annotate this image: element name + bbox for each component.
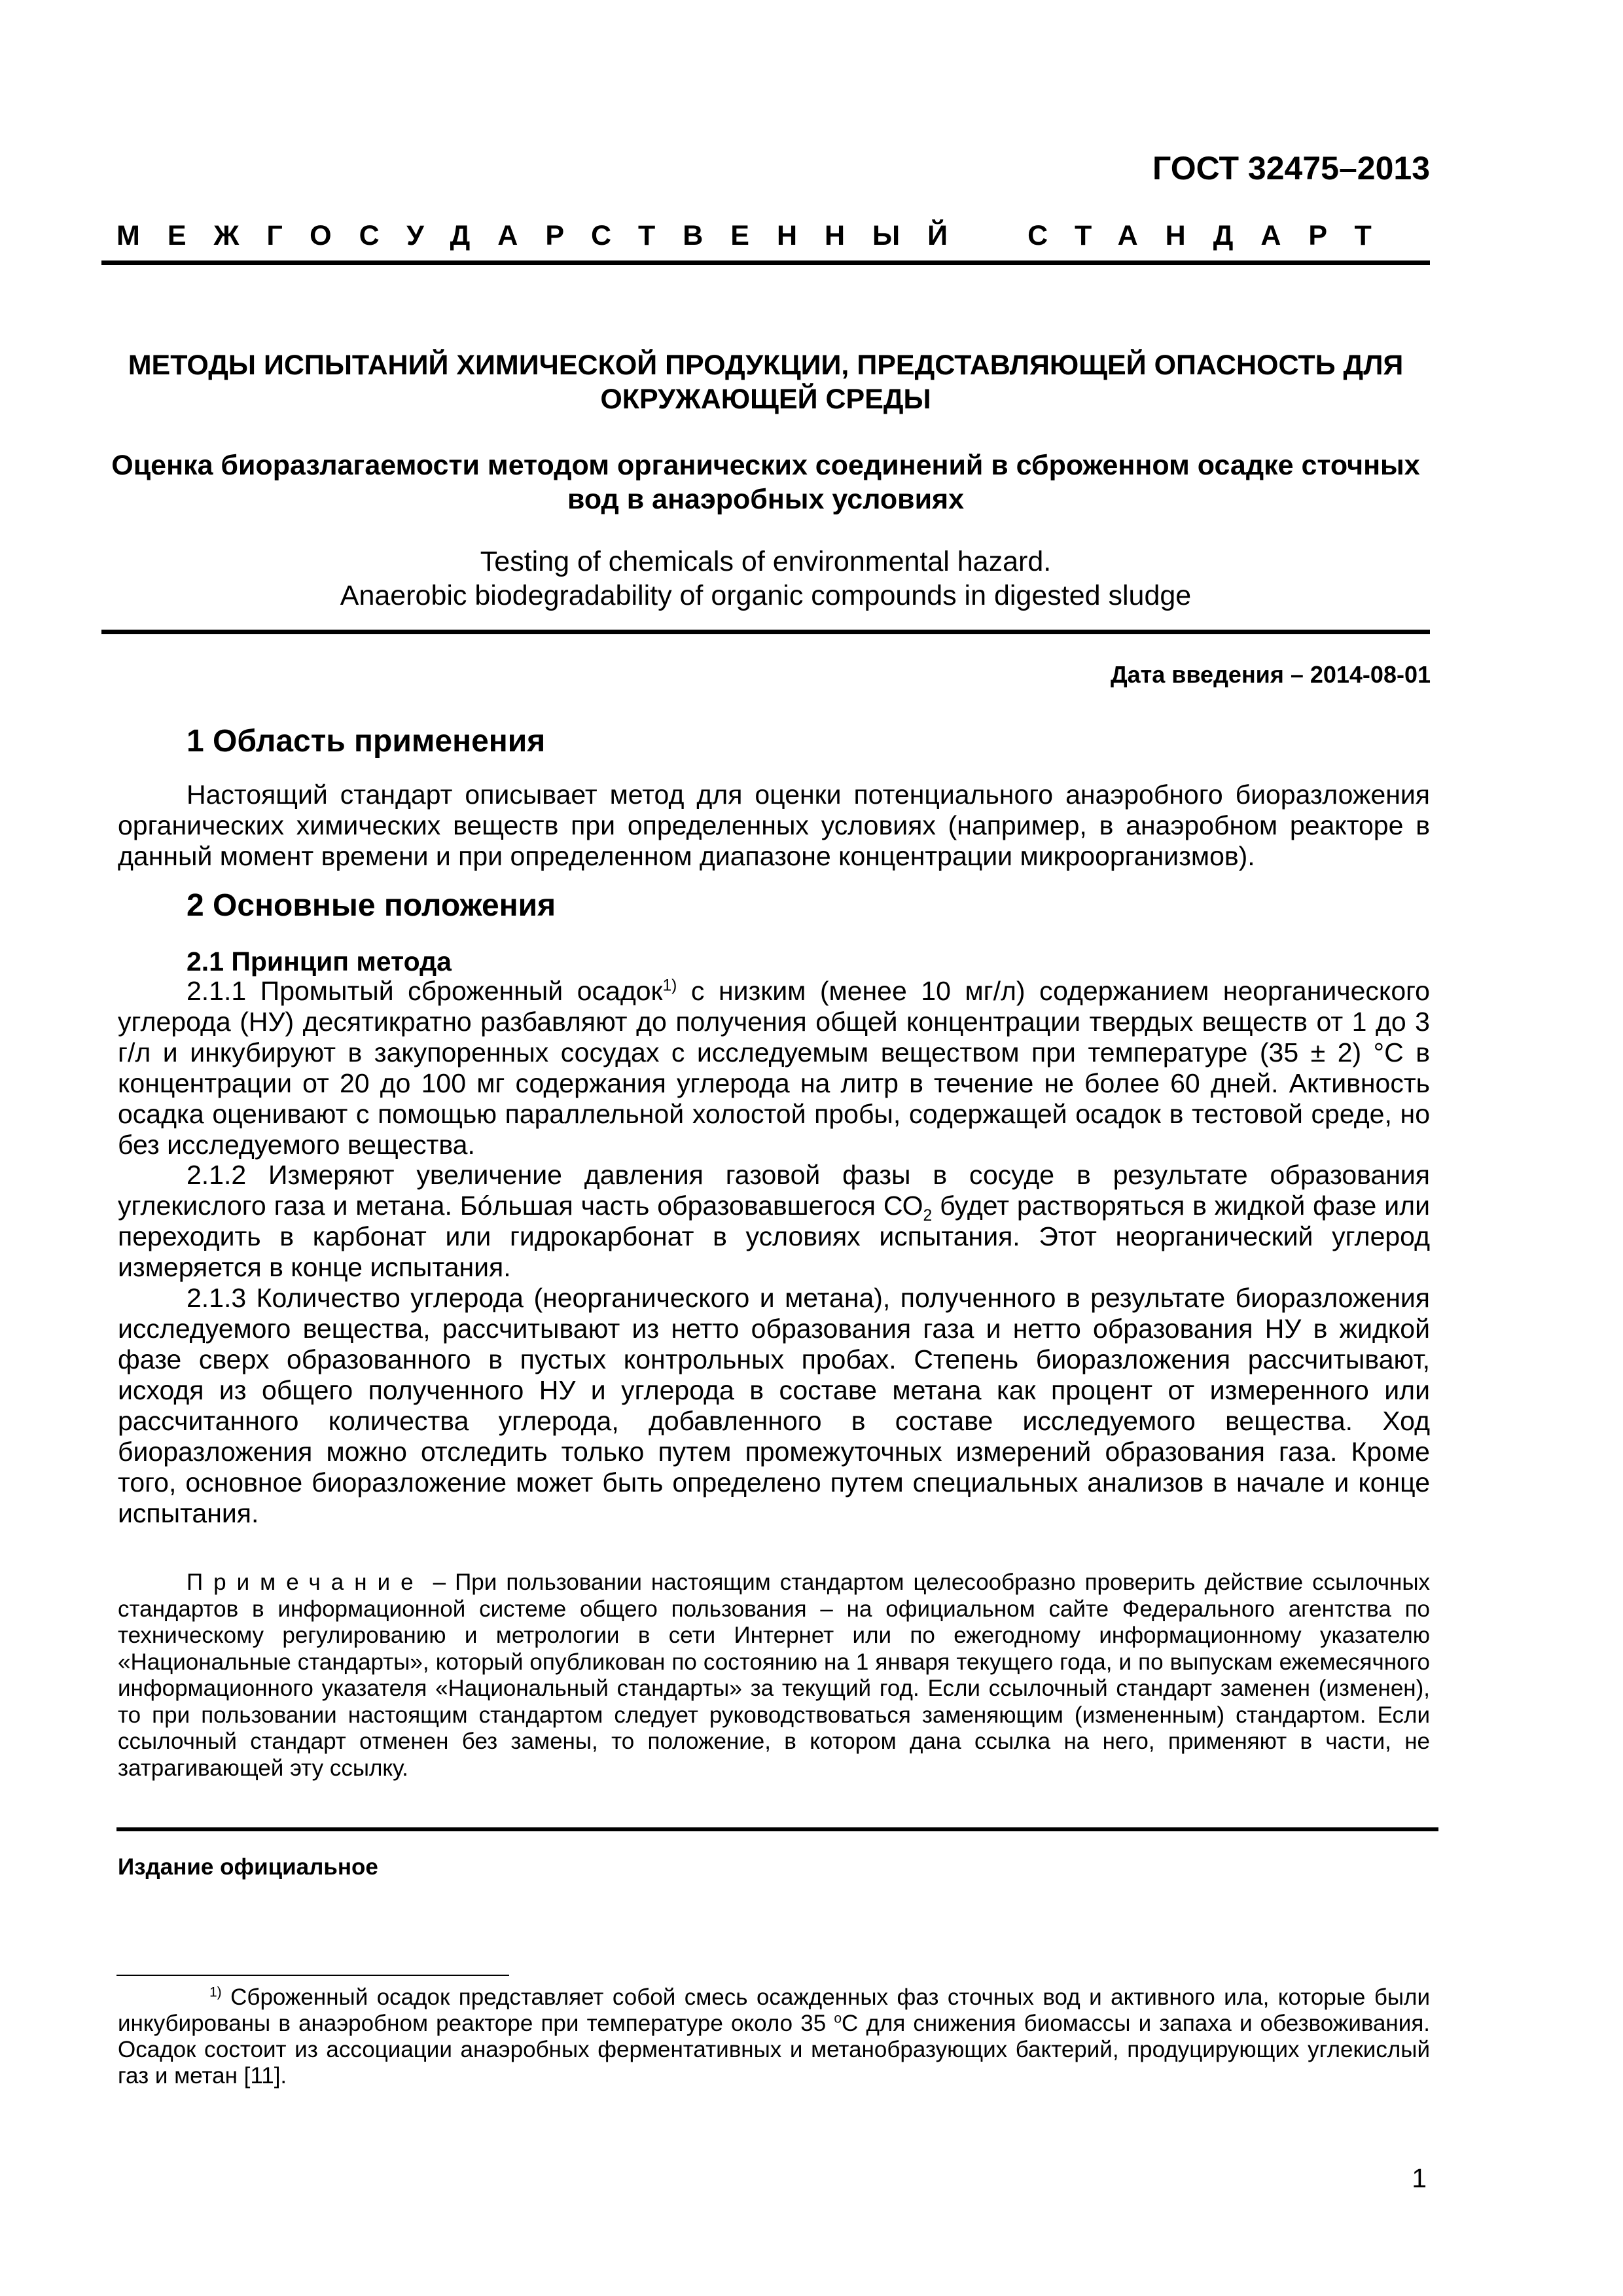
header-rule — [101, 260, 1430, 265]
introduction-date: Дата введения – 2014-08-01 — [1110, 661, 1431, 688]
p211-text-b: с низким (менее 10 мг/л) содержанием неорганического углерода (НУ) десятикратно разбавляют до получения общей концентрации твердых веществ от 1 до 3 г/л и инкубируют в закупоренных сосудах с исследуемым веществом при температуре (35 ± 2) °С в концентрации от 20 до 100 мг содержания углерода на литр в течение не более 60 дней. Активность осадка оценивают с помощью параллельной холостой пробы, содержащей осадок в тестовой среде, но без исследуемого вещества. — [118, 976, 1430, 1160]
footer-rule — [116, 1827, 1438, 1831]
title-rule — [101, 630, 1430, 634]
note-text: – При пользовании настоящим стандартом целесообразно проверить действие ссылочных стандартов в информационной системе общего пользования – на официальном сайте Федерального агентства по техническому регулированию и метрологии в сети Интернет или по ежегодному информационному указателю «Национальные стандарты», который опубликован по состоянию на 1 января текущего года, и по выпускам ежемесячного информационного указателя «Национальный стандарты» за текущий год. Если ссылочный стандарт заменен (изменен), то при пользовании настоящим стандартом следует руководствоваться заменяющим (измененным) стандартом. Если ссылочный стандарт отменен без замены, то положение, в котором дана ссылка на него, применяют в части, не затрагивающей эту ссылку. — [118, 1570, 1430, 1781]
document-title: МЕТОДЫ ИСПЫТАНИЙ ХИМИЧЕСКОЙ ПРОДУКЦИИ, ПРЕДСТАВЛЯЮЩЕЙ ОПАСНОСТЬ ДЛЯ ОКРУЖАЮЩЕЙ СРЕДЫ — [128, 350, 1404, 415]
english-title — [101, 545, 1430, 613]
footnote-ref: 1) — [662, 977, 677, 995]
footnote-text-a: Сброженный осадок представляет собой смесь осажденных фаз сточных вод и активного ила, которые были инкубированы в анаэробном реакторе при температуре около 35 — [118, 1984, 1430, 2036]
note — [118, 1570, 1430, 1782]
section2-1-heading: 2.1 Принцип метода — [187, 946, 452, 977]
footnote — [118, 1984, 1430, 2089]
interstate-standard-banner — [116, 220, 1425, 252]
note-label: Примечание — [187, 1570, 424, 1595]
standard-word: СТАНДАРТ — [1027, 220, 1399, 251]
paragraph-2-1-3: 2.1.3 Количество углерода (неорганического и метана), полученного в результате биоразложения исследуемого вещества, рассчитывают из нетто образования газа и нетто образования НУ в жидкой фазе сверх образованного в пустых контрольных пробах. Степень биоразложения рассчитывают, исходя из общего полученного НУ и углерода в составе метана как процент от измеренного или рассчитанного количества углерода, добавленного в составе исследуемого вещества. Ход биоразложения можно отследить только путем промежуточных измерений образования газа. Кроме того, основное биоразложение может быть определено путем специальных анализов в начале и конце испытания. — [118, 1283, 1430, 1528]
english-title-line2: Anaerobic biodegradability of organic compounds in digested sludge — [340, 580, 1192, 611]
official-edition-label: Издание официальное — [118, 1854, 378, 1880]
footnote-mark: 1) — [209, 1984, 222, 2000]
footnote-separator — [116, 1975, 509, 1976]
section1-text: Настоящий стандарт описывает метод для оценки потенциального анаэробного биоразложения органических химических веществ при определенных условиях (например, в анаэробном реакторе в данный момент времени и при определенном диапазоне концентрации микроорганизмов). — [118, 780, 1430, 871]
section1-heading: 1 Область применения — [187, 724, 546, 759]
p212-text-b: будет растворяться в жидкой фазе или переходить в карбонат или гидрокарбонат в условиях испытания. Этот неорганический углерод измеряется в конце испытания. — [118, 1191, 1430, 1282]
document-subtitle: Оценка биоразлагаемости методом органических соединений в сброженном осадке сточных вод в анаэробных условиях — [111, 450, 1420, 515]
standard-designation: ГОСТ 32475–2013 — [1152, 150, 1430, 187]
english-title-line1: Testing of chemicals of environmental hazard. — [480, 546, 1052, 577]
page-number: 1 — [1412, 2163, 1427, 2193]
paragraph-2-1-1 — [118, 976, 1430, 1160]
p211-text-a: 2.1.1 Промытый сброженный осадок — [187, 976, 663, 1006]
paragraph-2-1-2 — [118, 1160, 1430, 1283]
footnote-text-b: С для снижения биомассы и запаха и обезвоживания. Осадок состоит из ассоциации анаэробных ферментативных и метанобразующих бактерий, продуцирующих углекислый газ и метан [11]. — [118, 2011, 1430, 2089]
co2-subscript: 2 — [923, 1207, 933, 1225]
degree-sup: о — [834, 2011, 842, 2026]
p212-text-a: 2.1.2 Измеряют увеличение давления газовой фазы в сосуде в результате образования углекислого газа и метана. Бóльшая часть образовавшегося СО — [118, 1160, 1430, 1221]
interstate-word: МЕЖГОСУДАРСТВЕННЫЙ — [116, 220, 976, 251]
section2-heading: 2 Основные положения — [187, 888, 556, 923]
